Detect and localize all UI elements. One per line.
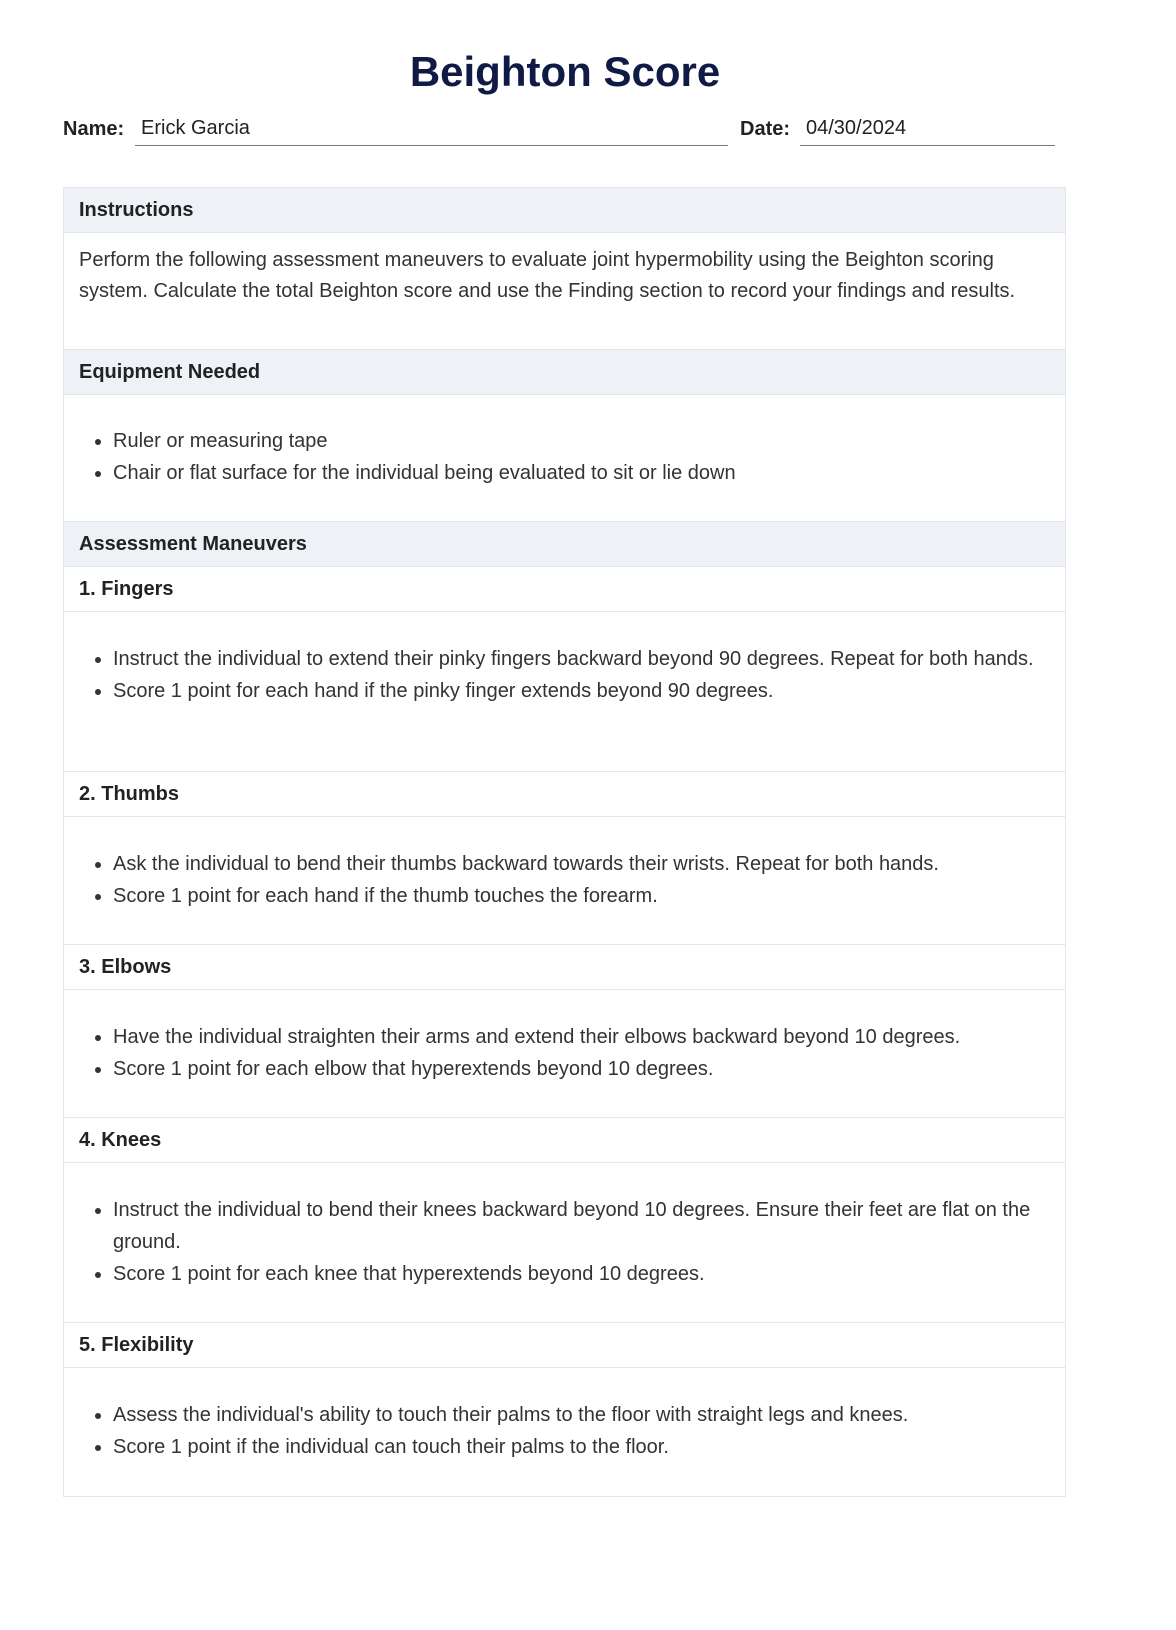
- list-item: • Score 1 point for each hand if the pinky finger extends beyond 90 degrees.: [113, 675, 1050, 707]
- section-elbows-title: 3. Elbows: [64, 945, 1065, 990]
- list-item: • Instruct the individual to bend their knees backward beyond 10 degrees. Ensure their feet are flat on the ground.: [113, 1194, 1050, 1258]
- date-field[interactable]: 04/30/2024: [800, 117, 1055, 146]
- list-item: • Score 1 point for each elbow that hyperextends beyond 10 degrees.: [113, 1053, 1050, 1085]
- name-label: Name:: [63, 118, 125, 140]
- instructions-heading: Instructions: [64, 188, 1065, 233]
- list-item: • Ask the individual to bend their thumbs backward towards their wrists. Repeat for both hands.: [113, 848, 1050, 880]
- list-item: • Ruler or measuring tape: [113, 425, 1050, 457]
- list-item: • Have the individual straighten their arms and extend their elbows backward beyond 10 degrees.: [113, 1021, 1050, 1053]
- form-box: [63, 187, 1066, 1497]
- date-label: Date:: [740, 118, 791, 140]
- list-item: • Score 1 point for each hand if the thumb touches the forearm.: [113, 880, 1050, 912]
- section-fingers-body: [64, 612, 1065, 772]
- section-flexibility-title: 5. Flexibility: [64, 1323, 1065, 1368]
- section-knees-title: 4. Knees: [64, 1118, 1065, 1163]
- list-item: • Score 1 point if the individual can touch their palms to the floor.: [113, 1431, 1050, 1463]
- equipment-heading: Equipment Needed: [64, 350, 1065, 395]
- section-thumbs-title: 2. Thumbs: [64, 772, 1065, 817]
- section-elbows-body: [64, 990, 1065, 1118]
- list-item: • Assess the individual's ability to touch their palms to the floor with straight legs and knees.: [113, 1399, 1050, 1431]
- list-item: • Chair or flat surface for the individual being evaluated to sit or lie down: [113, 457, 1050, 489]
- name-field[interactable]: Erick Garcia: [135, 117, 728, 146]
- equipment-list: [64, 395, 1065, 522]
- instructions-text: Perform the following assessment maneuvers to evaluate joint hypermobility using the Beighton scoring system. Calculate the total Beighton score and use the Finding section to record your findings and results.: [64, 233, 1065, 350]
- section-thumbs-body: [64, 817, 1065, 945]
- list-item: • Score 1 point for each knee that hyperextends beyond 10 degrees.: [113, 1258, 1050, 1290]
- section-fingers-title: 1. Fingers: [64, 567, 1065, 612]
- section-knees-body: [64, 1163, 1065, 1323]
- assessment-heading: Assessment Maneuvers: [64, 522, 1065, 567]
- list-item: • Instruct the individual to extend their pinky fingers backward beyond 90 degrees. Repeat for both hands.: [113, 643, 1050, 675]
- section-flexibility-body: [64, 1368, 1065, 1496]
- page-title: Beighton Score: [409, 48, 721, 95]
